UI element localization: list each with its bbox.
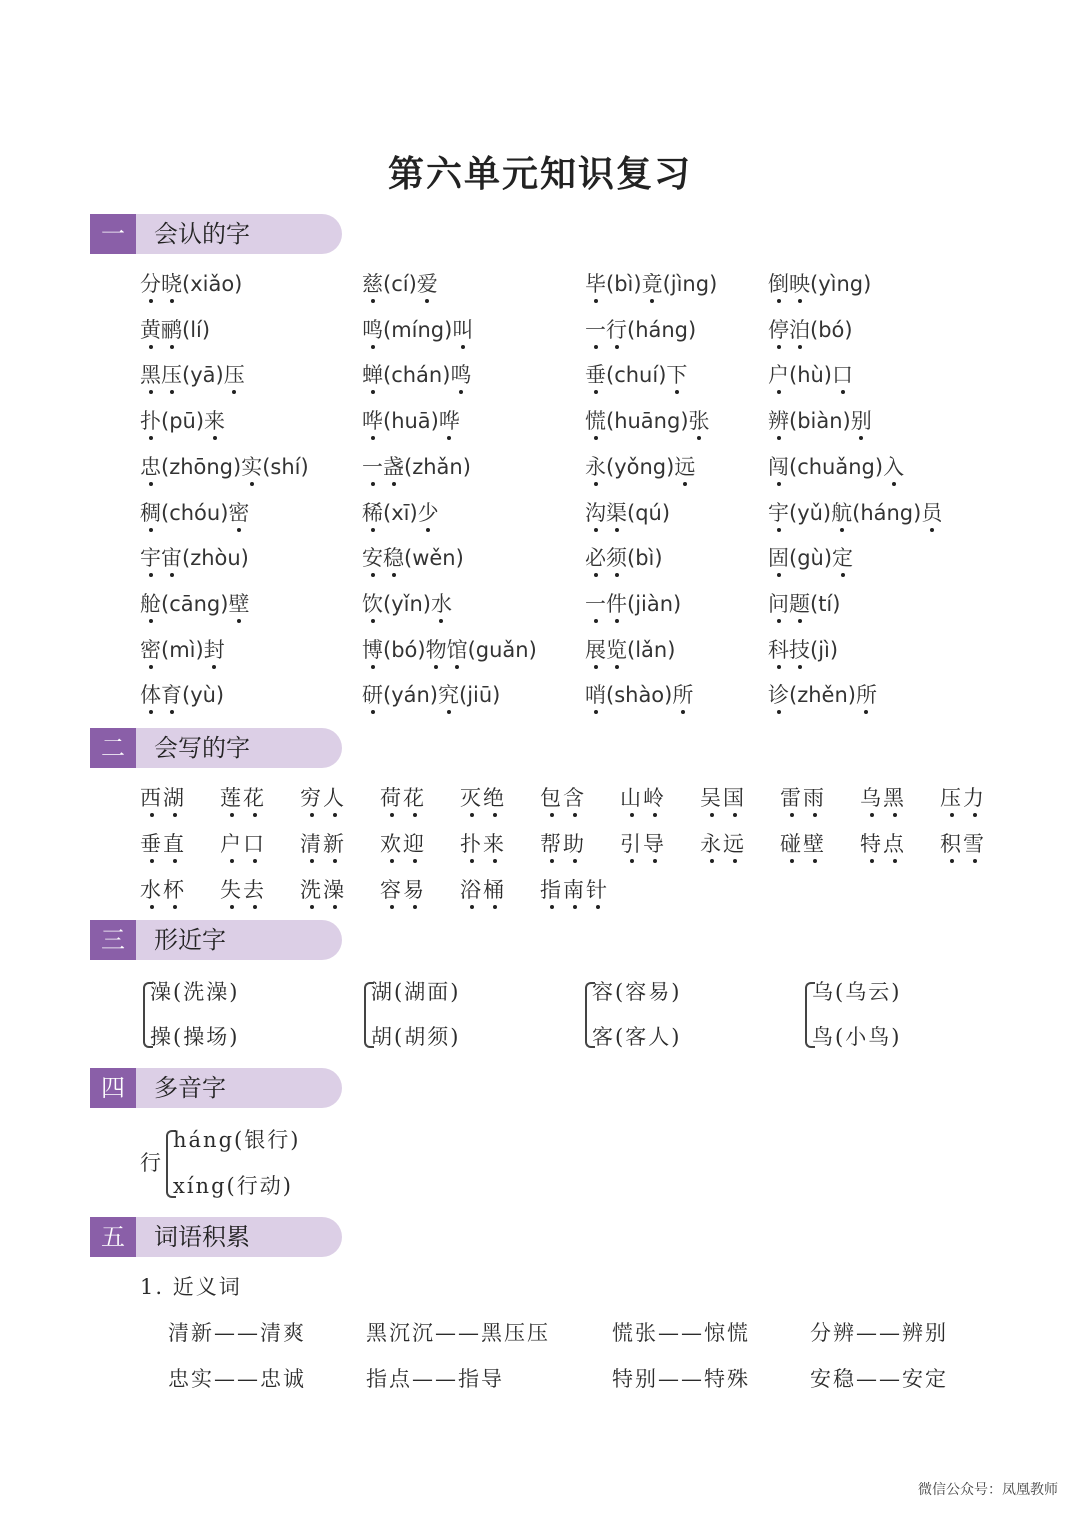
recognize-item: 舱(cāng)壁 [140,591,250,616]
write-item: 引导 [620,832,666,856]
write-item: 乌黑 [860,786,906,810]
recognize-item: 闯(chuǎng)入 [768,454,905,479]
section-header-4 [90,1068,342,1110]
recognize-item: 扑(pū)来 [140,409,226,434]
synonym-pair: 安稳——安定 [810,1367,948,1391]
section-number: 五 [90,1217,136,1257]
write-item: 容易 [380,878,426,902]
recognize-item: 诊(zhěn)所 [768,683,877,708]
recognize-item: 倒映(yìng) [768,272,872,296]
recognize-item: 黄鹂(lí) [140,317,211,342]
recognize-item: 饮(yǐn)水 [362,591,452,616]
similar-pair-item: 客(客人) [592,1025,682,1049]
recognize-item: 一盏(zhǎn) [362,454,471,479]
write-item: 吴国 [700,786,746,810]
recognize-item: 研(yán)究(jiū) [362,683,501,708]
write-item: 浴桶 [460,878,506,902]
recognize-item: 辨(biàn)别 [768,409,872,434]
similar-pair-item: 容(容易) [592,980,682,1004]
recognize-item: 蝉(chán)鸣 [362,363,472,388]
write-item: 雷雨 [780,786,826,810]
similar-pair-item: 湖(湖面) [371,980,461,1004]
synonym-pair: 清新——清爽 [168,1321,306,1345]
recognize-item: 停泊(bó) [768,317,853,342]
write-item: 欢迎 [380,832,426,856]
write-item: 碰壁 [780,832,826,856]
recognize-item: 一件(jiàn) [585,591,682,616]
section-header-3 [90,920,342,962]
write-item: 户口 [220,832,266,856]
write-item: 包含 [540,786,586,810]
recognize-item: 分晓(xiǎo) [140,272,243,296]
section-number: 四 [90,1068,136,1108]
write-item: 压力 [940,786,986,810]
write-item: 特点 [860,832,906,856]
write-item: 失去 [220,878,266,902]
recognize-item: 慌(huāng)张 [585,409,710,434]
recognize-item: 忠(zhōng)实(shí) [140,454,309,479]
similar-pair-item: 操(操场) [150,1025,240,1049]
write-item: 穷人 [300,786,346,810]
recognize-item: 必须(bì) [585,546,663,571]
write-item: 永远 [700,832,746,856]
similar-pair-item: 澡(洗澡) [150,980,240,1004]
section-label: 会写的字 [154,734,250,762]
write-item: 西湖 [140,786,186,810]
recognize-item: 沟渠(qú) [585,500,671,525]
similar-pair-item: 胡(胡须) [371,1025,461,1049]
recognize-item: 慈(cí)爱 [362,272,438,296]
write-item: 清新 [300,832,346,856]
write-item: 灭绝 [460,786,506,810]
write-item: 水杯 [140,878,186,902]
section-header-1 [90,214,342,256]
synonym-pair: 忠实——忠诚 [168,1367,306,1391]
synonym-pair: 黑沉沉——黑压压 [366,1321,550,1345]
write-item: 山岭 [620,786,666,810]
section-header-5 [90,1217,342,1259]
recognize-item: 哗(huā)哗 [362,409,460,434]
recognize-item: 密(mì)封 [140,637,225,662]
recognize-item: 固(gù)定 [768,546,854,571]
recognize-item: 黑压(yā)压 [140,363,245,388]
synonym-pair: 分辨——辨别 [810,1321,948,1345]
recognize-item: 哨(shào)所 [585,683,694,708]
section-number: 三 [90,920,136,960]
write-item: 指南针 [540,878,609,902]
section-number: 二 [90,728,136,768]
recognize-item: 问题(tí) [768,591,841,616]
section-label: 会认的字 [154,220,250,248]
synonym-pair: 慌张——惊慌 [612,1321,750,1345]
recognize-item: 宇(yǔ)航(háng)员 [768,500,943,525]
recognize-item: 安稳(wěn) [362,546,464,571]
write-item: 帮助 [540,832,586,856]
polyphone-reading: háng(银行) [173,1128,301,1152]
recognize-item: 科技(jì) [768,637,839,662]
write-item: 扑来 [460,832,506,856]
recognize-item: 户(hù)口 [768,363,854,388]
recognize-item: 展览(lǎn) [585,637,676,662]
recognize-item: 稠(chóu)密 [140,500,250,525]
write-item: 积雪 [940,832,986,856]
polyphone-reading: xíng(行动) [173,1174,293,1198]
synonym-pair: 指点——指导 [366,1367,504,1391]
write-item: 垂直 [140,832,186,856]
write-item: 莲花 [220,786,266,810]
recognize-item: 永(yǒng)远 [585,454,696,479]
section-label: 形近字 [154,926,226,954]
vocab-subtitle: 1. 近义词 [140,1275,242,1299]
recognize-item: 体育(yù) [140,683,225,708]
section-number: 一 [90,214,136,254]
write-item: 荷花 [380,786,426,810]
recognize-item: 稀(xī)少 [362,500,439,525]
page-title: 第六单元知识复习 [387,154,692,195]
recognize-item: 毕(bì)竟(jìng) [585,272,718,296]
recognize-item: 博(bó)物馆(guǎn) [362,637,537,662]
section-label: 词语积累 [154,1223,250,1251]
footer-credit: 微信公众号：凤凰教师 [918,1482,1058,1498]
recognize-item: 垂(chuí)下 [585,363,688,388]
section-label: 多音字 [154,1074,226,1102]
polyphone-char: 行 [140,1151,163,1175]
section-header-2 [90,728,342,770]
recognize-item: 鸣(míng)叫 [362,317,474,342]
recognize-item: 一行(háng) [585,317,697,342]
recognize-item: 宇宙(zhòu) [140,546,249,571]
similar-pair-item: 鸟(小鸟) [812,1025,902,1049]
write-item: 洗澡 [300,878,346,902]
similar-pair-item: 乌(乌云) [812,980,902,1004]
synonym-pair: 特别——特殊 [612,1367,750,1391]
